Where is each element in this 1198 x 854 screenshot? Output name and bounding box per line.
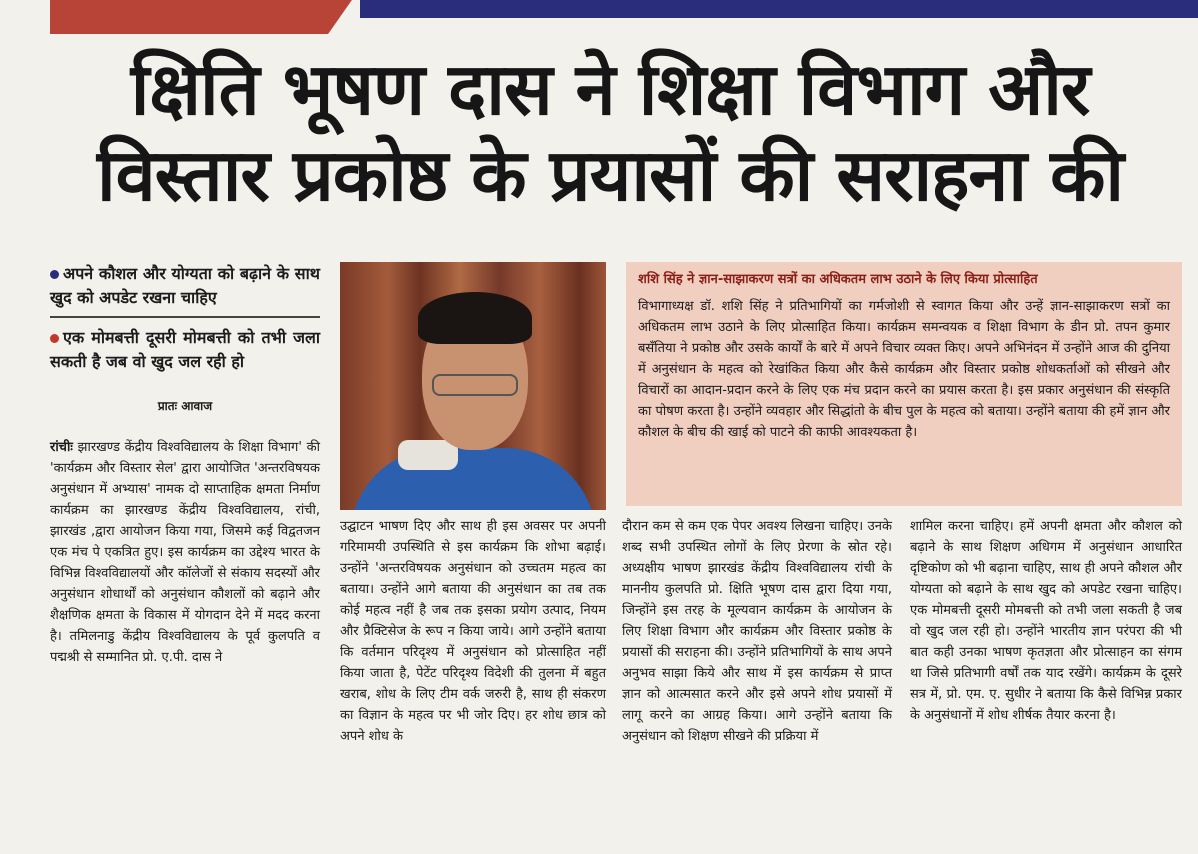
masthead-band bbox=[0, 0, 1198, 34]
highlights-column bbox=[50, 262, 320, 668]
sidebar-title: शशि सिंह ने ज्ञान-साझाकरण सत्रों का अधिकतम लाभ उठाने के लिए किया प्रोत्साहित bbox=[638, 272, 1038, 287]
section-rule bbox=[360, 16, 1198, 18]
sidebar-body: विभागाध्यक्ष डॉ. शशि सिंह ने प्रतिभागियों का गर्मजोशी से स्वागत किया और उन्हें ज्ञान-साझाकरण सत्रों का अधिकतम लाभ उठाने के लिए प्रोत्साहित किया। कार्यक्रम समन्वयक व शिक्षा विभाग के डीन प्रो. तपन कुमार बसँतिया ने प्रकोष्ठ और उसके कार्यों के बारे में अपने विचार व्यक्त किए। अपने अभिनंदन में उन्होंने आज की दुनिया में अनुसंधान के महत्व को रेखांकित किया और कैसे कार्यक्रम और विस्तार प्रकोष्ठ शोधकर्ताओं को सीखने और विचारों का आदान-प्रदान करने के लिए एक मंच प्रदान करने का प्रयास करता है। इस प्रकार अनुसंधान की संस्कृति का पोषण करता है। उन्होंने व्यवहार और सिद्धांतो के बीच पुल के महत्व को बताया। उन्होंने बताया की हमें ज्ञान और कौशल के बीच की खाई को पाटने की काफी आवश्यकता है। bbox=[638, 299, 1170, 440]
speaker-photo bbox=[340, 262, 606, 510]
highlight-text: एक मोमबत्ती दूसरी मोमबत्ती को तभी जला सकती है जब वो खुद जल रही हो bbox=[50, 328, 320, 371]
article-column-1 bbox=[50, 437, 320, 668]
bullet-dot-icon bbox=[50, 334, 59, 343]
section-tag-red bbox=[50, 0, 360, 34]
article-headline: क्षिति भूषण दास ने शिक्षा विभाग और विस्तार प्रकोष्ठ के प्रयासों की सराहना की bbox=[96, 47, 1124, 217]
byline: प्रातः आवाज bbox=[157, 399, 213, 413]
photo-hair bbox=[418, 292, 532, 344]
highlight-item bbox=[50, 262, 320, 316]
sidebar-box bbox=[626, 262, 1182, 506]
highlight-text: अपने कौशल और योग्यता को बढ़ाने के साथ खुद को अपडेट रखना चाहिए bbox=[50, 264, 320, 307]
photo-glasses bbox=[432, 374, 518, 396]
highlight-item bbox=[50, 316, 320, 380]
photo-shirt bbox=[350, 448, 596, 510]
article-column-2: उद्घाटन भाषण दिए और साथ ही इस अवसर पर अपनी गरिमामयी उपस्थिति से इस कार्यक्रम कि शोभा बढ़ाई। उन्होंने 'अन्तरविषयक अनुसंधान को उच्चतम महत्व का बताया। उन्होंने आगे बताया की अनुसंधान का तब तक कोई महत्व नहीं है जब तक इसका प्रयोग उत्पाद, नियम और प्रैक्टिसेज के रूप न किया जाये। आगे उन्होंने बताया कि वर्तमान परिदृश्य में अनुसंधान को प्रोत्साहित नहीं किया जाता है, पेटेंट परिदृश्य विदेशी की तुलना में बहुत खराब, शोध के लिए टीम वर्क जरुरी है, साथ ही संकरण का विज्ञान के महत्व पर भी जोर दिए। हर शोध छात्र को अपने शोध के bbox=[340, 519, 606, 744]
section-bar-blue bbox=[360, 0, 1198, 16]
bullet-dot-icon bbox=[50, 270, 59, 279]
column-text: झारखण्ड केंद्रीय विश्वविद्यालय के शिक्षा विभाग' की 'कार्यक्रम और विस्तार सेल' द्वारा आयोजित 'अन्तरविषयक अनुसंधान में अभ्यास' नामक दो साप्ताहिक क्षमता निर्माण कार्यक्रम का झारखण्ड केंद्रीय विश्वविद्यालय, रांची, झारखंड ,द्वारा आयोजन किया गया, जिसमे कई विद्वतजन एक मंच पे एकत्रित हुए। इस कार्यक्रम का उद्देश्य भारत के विभिन्न विश्वविद्यालयों और कॉलेजों से संकाय सदस्यों और अनुसंधान शोधार्थों को अनुसंधान कौशलों को बढ़ाने और शैक्षणिक क्षमता के विकास में योगदान देने में मदद करना है। तमिलनाडु केंद्रीय विश्वविद्यालय के पूर्व कुलपति व पद्मश्री से सम्मानित प्रो. ए.पी. दास ने bbox=[50, 440, 320, 665]
photo-hand bbox=[398, 440, 458, 470]
dateline: रांचीः bbox=[50, 440, 73, 455]
article-column-3: दौरान कम से कम एक पेपर अवश्य लिखना चाहिए। उनके शब्द सभी उपस्थित लोगों के लिए प्रेरणा के स्रोत रहे। अध्यक्षीय भाषण झारखंड केंद्रीय विश्वविद्यालय रांची के माननीय कुलपति प्रो. क्षिति भूषण दास द्वारा दिया गया, जिन्होंने इस तरह के मूल्यवान कार्यक्रम के आयोजन के लिए शिक्षा विभाग और कार्यक्रम और विस्तार प्रकोष्ठ के प्रयासों की सराहना की। उन्होंने प्रतिभागियों के साथ अपने अनुभव साझा किये और साथ में इस कार्यक्रम से प्राप्त ज्ञान को आत्मसात करने और इसे अपने शोध प्रयासों में लागू करने का आग्रह किया। आगे उन्होंने बताया कि अनुसंधान को शिक्षण सीखने की प्रक्रिया में bbox=[622, 519, 892, 744]
article-column-4: शामिल करना चाहिए। हमें अपनी क्षमता और कौशल को बढ़ाने के साथ शिक्षण अधिगम में अनुसंधान आधारित दृष्टिकोण को भी बढ़ाना चाहिए, साथ ही अपने कौशल और योग्यता को बढ़ाने के साथ खुद को अपडेट रखना चाहिए। एक मोमबत्ती दूसरी मोमबत्ती को तभी जला सकती है जब वो खुद जल रही हो। उन्होंने भारतीय ज्ञान परंपरा की भी बात कही उनका भाषण कृतज्ञता और प्रोत्साहन का संगम था जिसे प्रतिभागी वर्षों तक याद रखेंगे। कार्यक्रम के दूसरे सत्र में, प्रो. एम. ए. सुधीर ने बताया कि कैसे विभिन्न प्रकार के अनुसंधानों में शोध शीर्षक तैयार करना है। bbox=[910, 519, 1182, 723]
